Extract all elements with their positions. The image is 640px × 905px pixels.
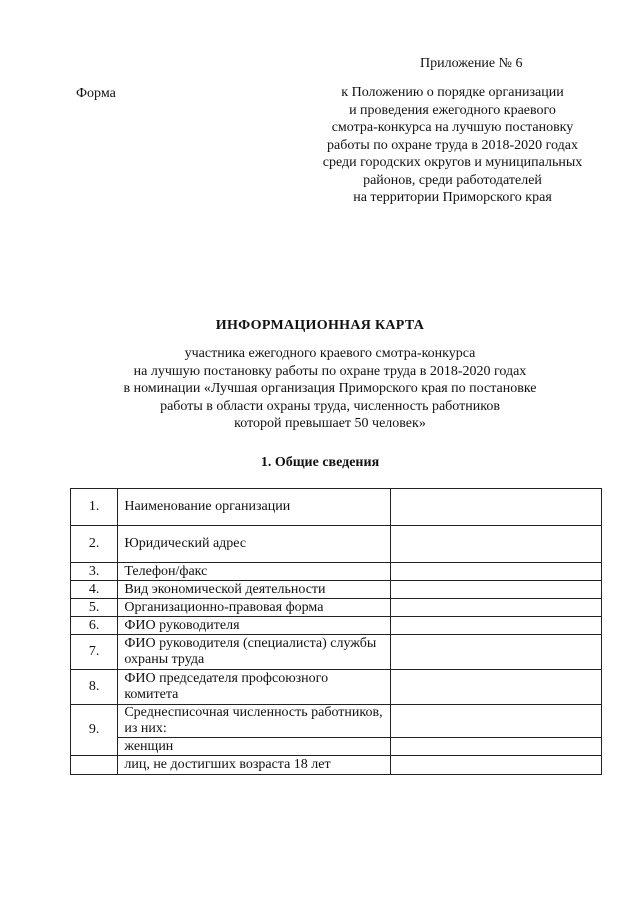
row-value-field[interactable] — [391, 670, 602, 705]
table-row — [71, 756, 602, 775]
row-label: Среднесписочная численность работников, из них: — [118, 705, 391, 738]
row-number: 4. — [71, 581, 118, 599]
row-value-field[interactable] — [391, 489, 602, 526]
row-label: ФИО руководителя (специалиста) службы охраны труда — [118, 635, 391, 670]
row-number: 9. — [71, 705, 118, 756]
table-row — [71, 563, 602, 581]
form-label: Форма — [76, 86, 116, 101]
section-title: 1. Общие сведения — [260, 455, 380, 470]
table-row — [71, 526, 602, 563]
row-label: Телефон/факс — [118, 563, 391, 581]
subtitle-line: участника ежегодного краевого смотра-конкурса — [184, 346, 476, 361]
table-row — [71, 705, 602, 738]
appendix-line: работы по охране труда в 2018-2020 годах — [327, 137, 578, 153]
table-row — [71, 738, 602, 756]
row-label: Организационно-правовая форма — [118, 599, 391, 617]
table-row — [71, 599, 602, 617]
subtitle-line: работы в области охраны труда, численность работников — [160, 398, 500, 414]
table-row — [71, 489, 602, 526]
appendix-reference — [300, 84, 605, 207]
row-value-field[interactable] — [391, 581, 602, 599]
table-row — [71, 581, 602, 599]
row-value-field[interactable] — [391, 617, 602, 635]
row-value-field[interactable] — [391, 599, 602, 617]
appendix-line: среди городских округов и муниципальных — [322, 155, 583, 170]
row-number: 2. — [71, 526, 118, 563]
table-row — [71, 617, 602, 635]
row-number: 6. — [71, 617, 118, 635]
row-value-field[interactable] — [391, 526, 602, 563]
appendix-line: и проведения ежегодного краевого — [349, 102, 556, 118]
row-number: 3. — [71, 563, 118, 581]
document-title: ИНФОРМАЦИОННАЯ КАРТА — [215, 318, 425, 333]
subtitle-line: в номинации «Лучшая организация Приморского края по постановке — [123, 381, 537, 396]
table-row — [71, 635, 602, 670]
row-value-field[interactable] — [391, 635, 602, 670]
appendix-line: к Положению о порядке организации — [341, 85, 564, 100]
row-label: ФИО председателя профсоюзного комитета — [118, 670, 391, 705]
appendix-line: на территории Приморского края — [353, 190, 552, 205]
row-value-field[interactable] — [391, 738, 602, 756]
general-info-table — [70, 488, 602, 775]
row-number: 5. — [71, 599, 118, 617]
document-subtitle — [120, 345, 540, 433]
row-label: Вид экономической деятельности — [118, 581, 391, 599]
row-value-field[interactable] — [391, 756, 602, 775]
row-number-blank — [71, 756, 118, 775]
row-label-minors: лиц, не достигших возраста 18 лет — [118, 756, 391, 775]
appendix-line: районов, среди работодателей — [363, 172, 542, 188]
appendix-line: смотра-конкурса на лучшую постановку — [331, 120, 574, 135]
row-value-field[interactable] — [391, 705, 602, 738]
row-label: Наименование организации — [118, 489, 391, 526]
row-label: Юридический адрес — [118, 526, 391, 563]
row-value-field[interactable] — [391, 563, 602, 581]
row-number: 1. — [71, 489, 118, 526]
row-number: 7. — [71, 635, 118, 670]
row-label: ФИО руководителя — [118, 617, 391, 635]
subtitle-line: которой превышает 50 человек» — [234, 416, 426, 431]
row-label-women: женщин — [118, 738, 391, 756]
appendix-number: Приложение № 6 — [420, 56, 523, 71]
table-row — [71, 670, 602, 705]
subtitle-line: на лучшую постановку работы по охране труда в 2018-2020 годах — [133, 363, 527, 379]
row-number: 8. — [71, 670, 118, 705]
